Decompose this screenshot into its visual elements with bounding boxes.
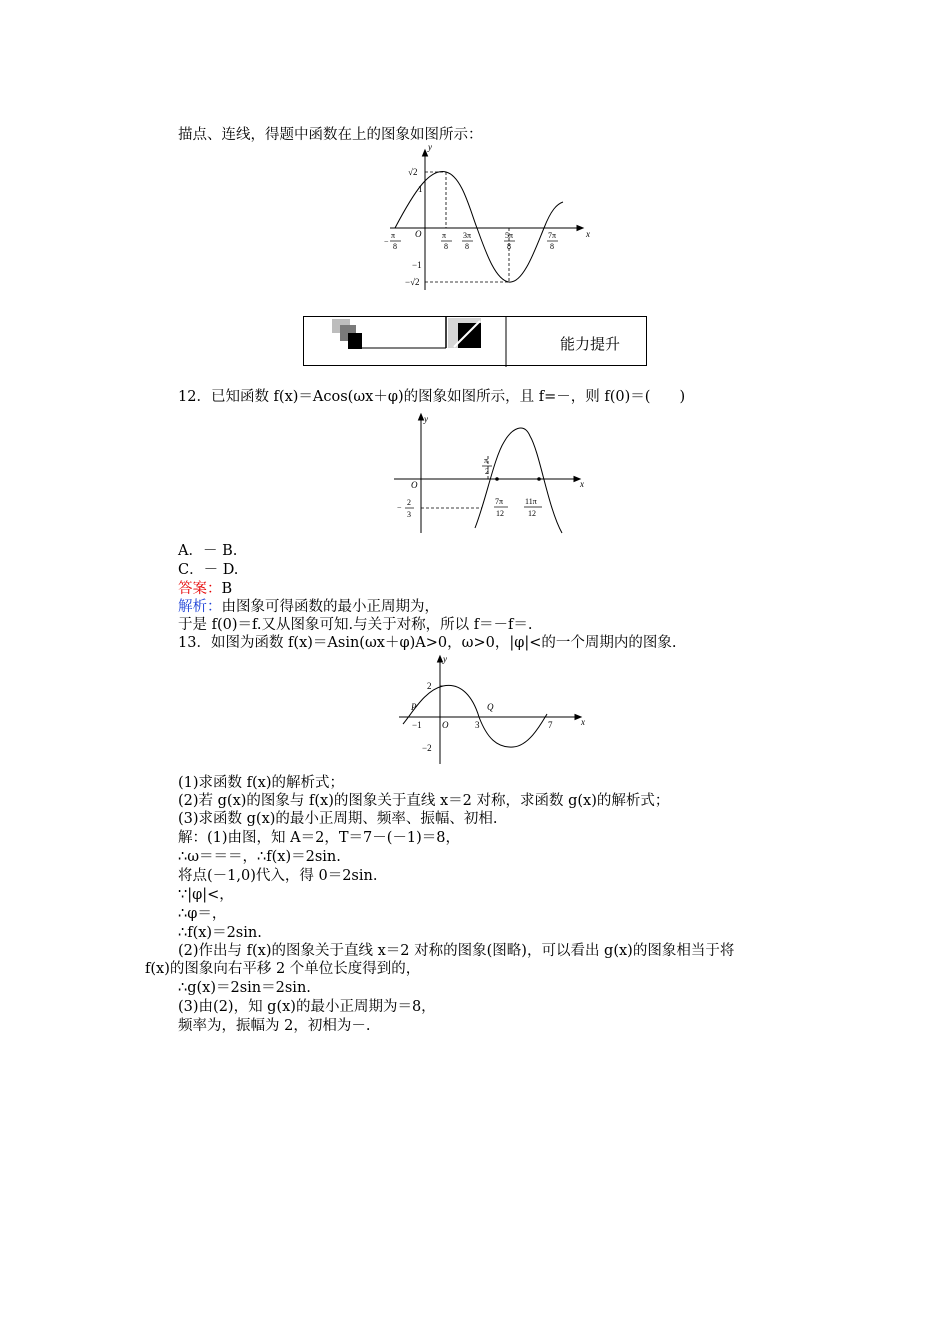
analysis-text: 由图象可得函数的最小正周期为， <box>221 599 439 615</box>
figure-1-graph <box>385 140 595 300</box>
fig2-neg-two-thirds-num: 2 <box>407 498 411 507</box>
fig1-tick-denominator: 8 <box>465 242 469 251</box>
fig2-pi-half-num: π <box>484 456 489 465</box>
q13-line: 将点(－1,0)代入，得 0＝2sin. <box>178 868 378 884</box>
fig2-origin: O <box>411 480 418 490</box>
q13-line: (3)由(2)，知 g(x)的最小正周期为＝8， <box>178 999 436 1015</box>
q13-line: (2)若 g(x)的图象与 f(x)的图象关于直线 x＝2 对称，求函数 g(x)的解析式； <box>178 793 670 809</box>
figure-3-graph <box>395 652 590 767</box>
answer-label: 答案： <box>178 581 222 597</box>
q13-line: ∴f(x)＝2sin. <box>178 925 262 941</box>
q12-analysis-line2: 于是 f(0)＝f.又从图象可知.与关于对称，所以 f＝－f＝. <box>178 617 533 633</box>
q13-line: (2)作出与 f(x)的图象关于直线 x＝2 对称的图象(图略)，可以看出 g(x)的图象相当于将 <box>178 943 735 959</box>
fig3-y-label: y <box>443 654 447 664</box>
fig3-origin: O <box>442 720 449 730</box>
fig1-tick-numerator: π <box>391 231 396 240</box>
fig3-neg-one: −1 <box>412 720 422 730</box>
fig1-origin: O <box>415 229 422 239</box>
answer-value: B <box>221 581 233 597</box>
fig2-11pi12-num: 11π <box>525 497 537 506</box>
fig1-tick-denominator: 8 <box>507 242 511 251</box>
q13-line: 频率为，振幅为 2，初相为－. <box>178 1018 371 1034</box>
fig2-y-label: y <box>424 414 428 424</box>
fig1-y-label: y <box>428 142 432 152</box>
fig2-7pi12-den: 12 <box>496 509 504 518</box>
q12-option-ab: A．－ B. <box>178 543 238 559</box>
fig1-one: 1 <box>418 184 423 194</box>
fig1-tick-denominator: 8 <box>393 242 397 251</box>
fig2-neg-sign: − <box>397 503 402 512</box>
fig2-neg-two-thirds-den: 3 <box>407 510 411 519</box>
fig1-tick-numerator: 7π <box>548 231 557 240</box>
intro-line: 描点、连线，得题中函数在上的图象如图所示： <box>178 127 483 143</box>
analysis-label: 解析： <box>178 599 222 615</box>
q12-option-cd: C．－ D. <box>178 562 239 578</box>
fig3-two: 2 <box>427 681 432 691</box>
q13-line: ∴ω＝＝＝，∴f(x)＝2sin. <box>178 849 341 865</box>
fig3-point-q: Q <box>487 702 494 712</box>
fig1-neg-sqrt2: −√2 <box>405 277 420 287</box>
q13-line: f(x)的图象向右平移 2 个单位长度得到的， <box>145 961 421 977</box>
q12-text: 12．已知函数 f(x)＝Acos(ωx＋φ)的图象如图所示，且 f=－，则 f(0)＝( ) <box>178 389 686 405</box>
q13-line: 解：(1)由图，知 A＝2，T＝7－(－1)＝8， <box>178 830 461 846</box>
fig3-x-label: x <box>581 717 585 727</box>
q12-answer <box>178 580 232 598</box>
fig2-x-label: x <box>580 479 584 489</box>
banner-title: 能力提升 <box>560 335 621 353</box>
q13-line: ∴φ＝， <box>178 906 227 922</box>
q13-line: (1)求函数 f(x)的解析式； <box>178 775 345 791</box>
fig2-7pi12-num: 7π <box>495 497 504 506</box>
fig3-point-p: P <box>411 702 417 712</box>
q12-analysis <box>178 598 439 616</box>
fig3-neg-two: −2 <box>422 743 432 753</box>
fig3-three: 3 <box>475 720 480 730</box>
fig1-tick-denominator: 8 <box>444 242 448 251</box>
fig1-tick-numerator: π <box>442 231 447 240</box>
figure-2-graph <box>390 408 590 538</box>
fig1-neg-one: −1 <box>412 260 422 270</box>
fig2-11pi12-den: 12 <box>528 509 536 518</box>
q13-text: 13．如图为函数 f(x)＝Asin(ωx＋φ)A>0，ω>0，|φ|<的一个周期内的图象. <box>178 635 677 651</box>
fig1-tick-denominator: 8 <box>550 242 554 251</box>
fig2-pi-half-den: 2 <box>485 467 489 476</box>
q13-line: ∵|φ|<， <box>178 887 234 903</box>
fig3-seven: 7 <box>548 720 553 730</box>
fig1-x-label: x <box>586 229 590 239</box>
fig1-tick-numerator: 3π <box>463 231 472 240</box>
fig1-tick-neg-sign: − <box>384 237 389 246</box>
q13-line: (3)求函数 g(x)的最小正周期、频率、振幅、初相. <box>178 811 498 827</box>
fig1-tick-numerator: 5π <box>505 231 514 240</box>
q13-line: ∴g(x)＝2sin＝2sin. <box>178 980 311 996</box>
fig1-sqrt2: √2 <box>408 167 418 177</box>
